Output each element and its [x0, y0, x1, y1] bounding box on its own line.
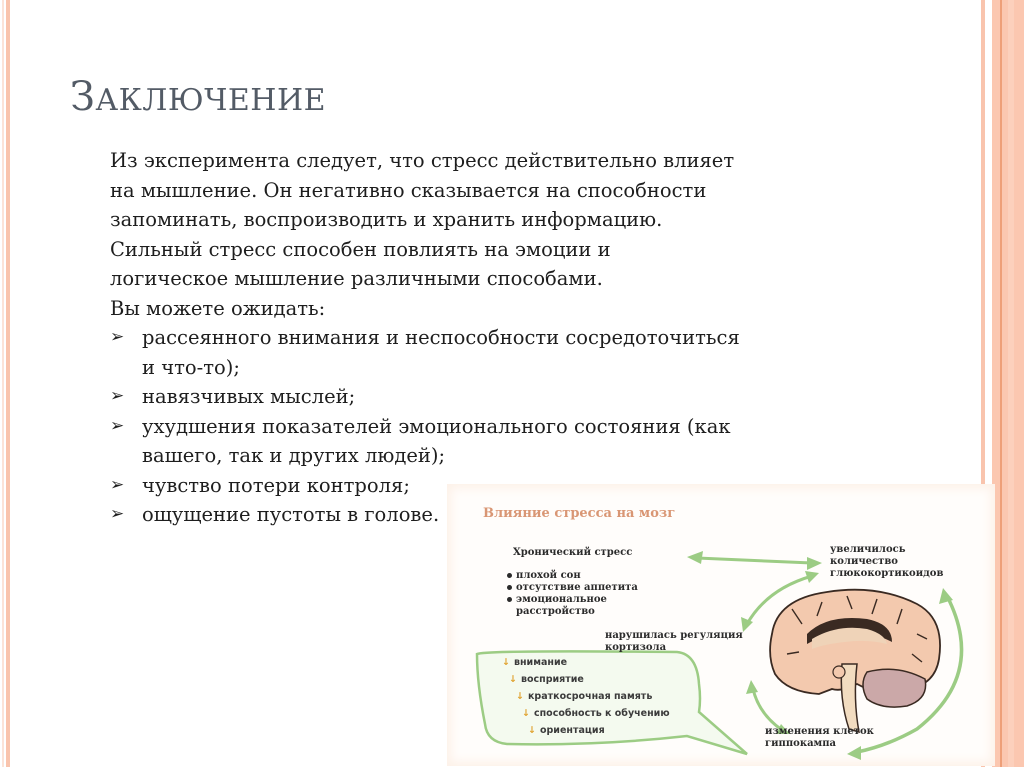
arrow-bullet-icon: ➢: [110, 474, 125, 495]
arrow-bullet-icon: ➢: [110, 386, 125, 406]
left-border-faint: [2, 0, 4, 767]
cause-item-cont: расстройство: [516, 606, 595, 617]
cause-item: отсутствие аппетита: [507, 582, 638, 594]
bullet-dot-icon: [507, 585, 512, 590]
stress-brain-diagram: [447, 484, 995, 766]
paragraph-line: запоминать, воспроизводить и хранить информацию.: [110, 208, 663, 231]
cortisol-label: нарушилась регуляция кортизола: [605, 630, 743, 653]
cause-item: плохой сон: [507, 570, 638, 582]
paragraph-line: Вы можете ожидать:: [110, 296, 326, 320]
hippocampus-label: изменения клеток гиппокампа: [765, 726, 874, 749]
down-arrow-icon: ↓: [522, 708, 530, 719]
down-arrow-icon: ↓: [502, 657, 510, 668]
slide-title: ЗАКЛЮЧЕНИЕ: [70, 74, 327, 120]
down-arrow-icon: ↓: [528, 725, 536, 736]
left-border: [6, 0, 10, 767]
glucocorticoids-label: увеличилось количество глюкокортикоидов: [830, 544, 944, 579]
arrow-bullet-icon: ➢: [110, 327, 125, 347]
down-arrow-icon: ↓: [516, 691, 524, 702]
paragraph-line: Сильный стресс способен повлиять на эмоции и: [110, 237, 611, 261]
brain-illustration: [770, 590, 940, 732]
paragraph-line: логическое мышление различными способами.: [110, 267, 603, 290]
bullet-item: ➢ чувство потери контроля;: [110, 471, 870, 501]
effect-item: ↓ способность к обучению: [522, 708, 670, 719]
cause-item: эмоциональное: [507, 594, 638, 606]
bullet-item: ➢ рассеянного внимания и неспособности сосредоточиться и что-то);: [110, 323, 870, 382]
effect-item: ↓ ориентация: [528, 725, 605, 736]
down-arrow-icon: ↓: [509, 674, 517, 685]
effect-item: ↓ внимание: [502, 657, 568, 668]
bullet-dot-icon: [507, 573, 512, 578]
paragraph-line: на мышление. Он негативно сказывается на способности: [110, 178, 707, 202]
bullet-item: ➢ ощущение пустоты в голове.: [110, 500, 870, 530]
effect-item: ↓ восприятие: [509, 674, 584, 685]
bullet-item: ➢ ухудшения показателей эмоционального состояния (как вашего, так и других людей);: [110, 412, 870, 471]
paragraph-line: Из эксперимента следует, что стресс действительно влияет: [110, 149, 735, 172]
arrow-bullet-icon: ➢: [110, 415, 125, 436]
right-border-line: [1000, 0, 1002, 767]
chronic-stress-label: Хронический стресс: [513, 547, 633, 558]
effects-list: [502, 654, 670, 739]
right-border-band: [1008, 0, 1014, 767]
diagram-title: Влияние стресса на мозг: [483, 506, 676, 521]
stress-causes-list: [507, 570, 638, 618]
effect-item: ↓ краткосрочная память: [516, 691, 653, 702]
slide-body: [110, 146, 870, 530]
arrow-bullet-icon: ➢: [110, 504, 125, 524]
bullet-item: ➢ навязчивых мыслей;: [110, 382, 870, 412]
bullet-dot-icon: [507, 597, 512, 602]
